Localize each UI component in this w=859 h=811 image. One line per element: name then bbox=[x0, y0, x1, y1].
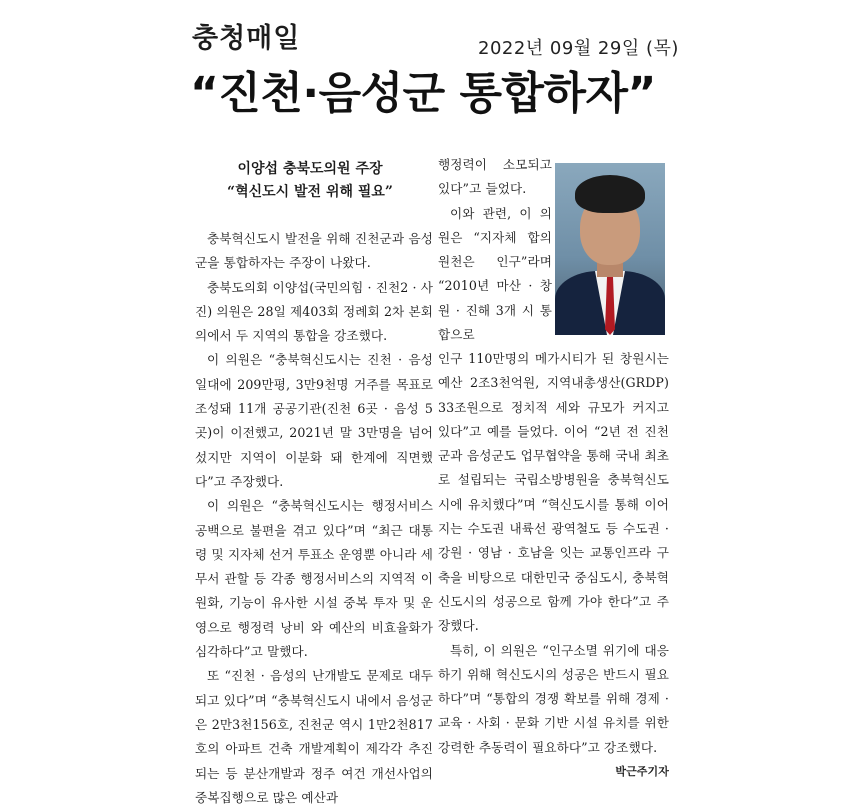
publication-date: 2022년 09월 29일 (목) bbox=[478, 38, 679, 59]
newspaper-masthead: 충청매일 bbox=[192, 23, 301, 54]
photo-hair bbox=[575, 175, 645, 213]
article-column-left bbox=[195, 227, 434, 805]
paragraph: 충북도의회 이양섭(국민의힘 · 진천2 · 사진) 의원은 28일 제403회 정례회 2차 본회의에서 두 지역의 통합을 강조했다. bbox=[195, 279, 433, 344]
paragraph-text: 특히, 이 의원은 “인구소멸 위기에 대응하기 위해 혁신도시의 성공은 반드시 필요하다”며 “통합의 경쟁 확보를 위해 경제 · 교육 · 사회 · 문화 기반 시설 유치를 위한 강력한 추동력이 필요하다”고 강조했다. bbox=[438, 642, 669, 755]
paragraph: 또 “진천 · 음성의 난개발도 문제로 대두되고 있다”며 “충북혁신도시 내에서 음성군은 2만3천156호, 진천군 역시 1만2천817호의 아파트 건축 개발계획이 제각각 추진되는 등 분산개발과 정주 여건 개선사업의 중복집행으로 많은 예산과 bbox=[195, 668, 434, 805]
paragraph: 이 의원은 “충북혁신도시는 행정서비스 공백으로 불편을 겪고 있다”며 “최근 대통령 및 지자체 선거 투표소 운영뿐 아니라 세무서 관할 등 각종 행정서비스의 지역적 이원화, 기능이 유사한 시설 중복 투자 및 운영으로 행정력 낭비 와 예산의 비효율화가 심각하다”고 말했다. bbox=[195, 498, 433, 660]
paragraph: 행정력이 소모되고 있다”고 들었다. bbox=[438, 157, 552, 197]
subheadline bbox=[190, 158, 430, 204]
subhead-line-2: “혁신도시 발전 위해 필요” bbox=[227, 184, 393, 200]
article-column-right-top bbox=[438, 153, 552, 347]
paragraph bbox=[438, 639, 669, 779]
paragraph: 이 의원은 “충북혁신도시는 진천 · 음성 일대에 209만평, 3만9천명 거주를 목표로 조성돼 11개 공공기관(진천 6곳 · 음성 5곳)이 이전했고, 2021년 말 3만명을 넘어섰지만 지역이 이분화 돼 한계에 직면했다”고 주장했다. bbox=[195, 352, 433, 489]
paragraph: 인구 110만명의 메가시티가 된 창원시는 예산 2조3천억원, 지역내총생산(GRDP) 33조원으로 정치적 세와 규모가 커지고 있다”고 예를 들었다. 이어 “2년 전 진천군과 음성군도 업무협약을 통해 국내 최초로 설립되는 국립소방병원을 충북혁신도시에 유치했다”며 “혁신도시를 통해 이어지는 수도권 내륙선 광역철도 등 수도권 · 강원 · 영남 · 호남을 잇는 교통인프라 구축을 비탕으로 대한민국 중심도시, 충북혁신도시의 성공으로 함께 가야 한다”고 주장했다. bbox=[438, 351, 669, 634]
headline: “진천·음성군 통합하자” bbox=[190, 68, 656, 119]
paragraph: 충북혁신도시 발전을 위해 진천군과 음성군을 통합하자는 주장이 나왔다. bbox=[195, 231, 433, 271]
paragraph: 이와 관련, 이 의원은 “지자체 합의 원천은 인구”라며 “2010년 마산 · 창원 · 진해 3개 시 통합으로 bbox=[438, 205, 552, 343]
portrait-photo bbox=[555, 163, 665, 335]
subhead-line-1: 이양섭 충북도의원 주장 bbox=[237, 161, 383, 177]
reporter-byline: 박근주기자 bbox=[615, 765, 669, 779]
article-column-right bbox=[438, 347, 669, 797]
